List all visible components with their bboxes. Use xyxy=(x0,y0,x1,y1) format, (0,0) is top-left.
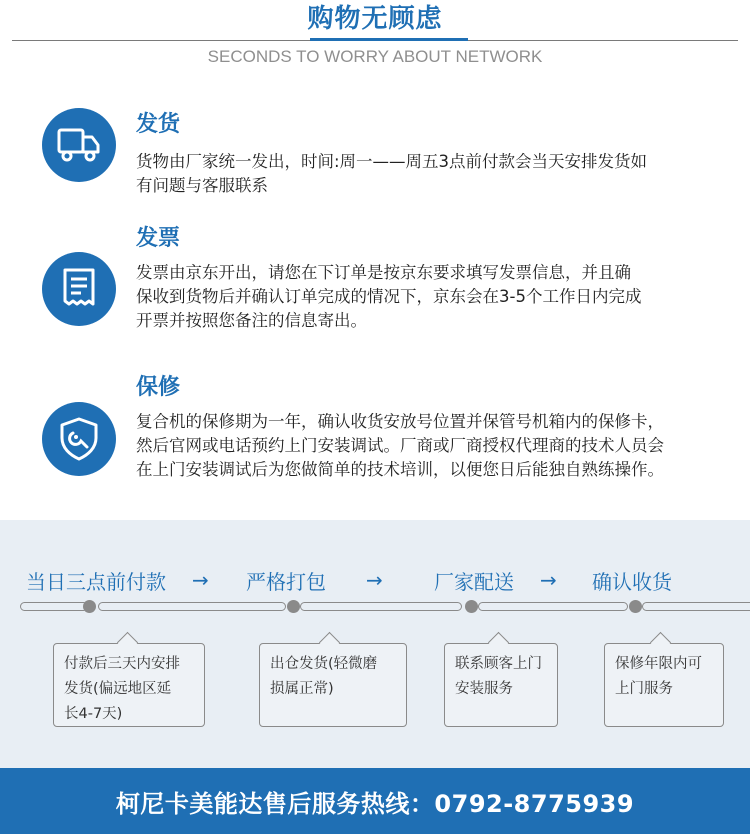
timeline-dot xyxy=(83,600,96,613)
note-line: 保修年限内可 xyxy=(615,656,702,672)
note-line: 长4-7天) xyxy=(64,706,123,722)
note-pay xyxy=(53,643,205,727)
note-line: 损属正常) xyxy=(270,681,334,697)
step-delivery: 厂家配送 xyxy=(434,570,514,594)
text-line: 保收到货物后并确认订单完成的情况下，京东会在3-5个工作日内完成 xyxy=(136,287,642,306)
note-line: 上门服务 xyxy=(615,681,673,697)
invoice-title: 发票 xyxy=(136,226,181,251)
step-receive: 确认收货 xyxy=(592,570,672,594)
invoice-icon xyxy=(42,252,116,326)
arrow-icon: → xyxy=(366,568,383,592)
hotline-text: 柯尼卡美能达售后服务热线：0792-8775939 xyxy=(115,789,635,818)
note-pack xyxy=(259,643,407,727)
timeline-dot xyxy=(465,600,478,613)
timeline-segment xyxy=(300,602,462,611)
arrow-icon: → xyxy=(192,568,209,592)
text-line: 开票并按照您备注的信息寄出。 xyxy=(136,311,367,330)
page-header xyxy=(0,0,750,80)
warranty-text xyxy=(136,410,746,482)
text-line: 货物由厂家统一发出，时间:周一——周五3点前付款会当天安排发货如 xyxy=(136,152,648,171)
text-line: 然后官网或电话预约上门安装调试。厂商或厂商授权代理商的技术人员会 xyxy=(136,436,664,455)
text-line: 复合机的保修期为一年，确认收货安放号位置并保管号机箱内的保修卡， xyxy=(136,412,664,431)
note-receive xyxy=(604,643,724,727)
note-delivery xyxy=(444,643,558,727)
text-line: 发票由京东开出，请您在下订单是按京东要求填写发票信息，并且确 xyxy=(136,263,631,282)
timeline-segment xyxy=(98,602,286,611)
title-underline xyxy=(310,38,468,41)
shield-wrench-icon xyxy=(42,402,116,476)
timeline-segment xyxy=(478,602,628,611)
step-pack: 严格打包 xyxy=(246,570,326,594)
note-line: 安装服务 xyxy=(455,681,513,697)
warranty-title: 保修 xyxy=(136,375,181,400)
timeline-dot xyxy=(629,600,642,613)
note-line: 联系顾客上门 xyxy=(455,656,542,672)
invoice-text xyxy=(136,261,736,333)
timeline-segment xyxy=(20,602,88,611)
timeline-segment xyxy=(642,602,750,611)
page-subtitle: SECONDS TO WORRY ABOUT NETWORK xyxy=(207,47,543,66)
note-line: 发货(偏远地区延 xyxy=(64,681,172,697)
arrow-icon: → xyxy=(540,568,557,592)
page-title: 购物无顾虑 xyxy=(307,4,443,34)
text-line: 在上门安装调试后为您做简单的技术培训，以便您日后能独自熟练操作。 xyxy=(136,460,664,479)
shipping-text xyxy=(136,150,736,198)
step-pay: 当日三点前付款 xyxy=(26,570,166,594)
hotline-footer xyxy=(0,768,750,834)
note-line: 出仓发货(轻微磨 xyxy=(270,656,378,672)
shipping-title: 发货 xyxy=(136,112,181,137)
timeline-dot xyxy=(287,600,300,613)
text-line: 有问题与客服联系 xyxy=(136,176,268,195)
truck-icon xyxy=(42,108,116,182)
note-line: 付款后三天内安排 xyxy=(64,656,180,672)
